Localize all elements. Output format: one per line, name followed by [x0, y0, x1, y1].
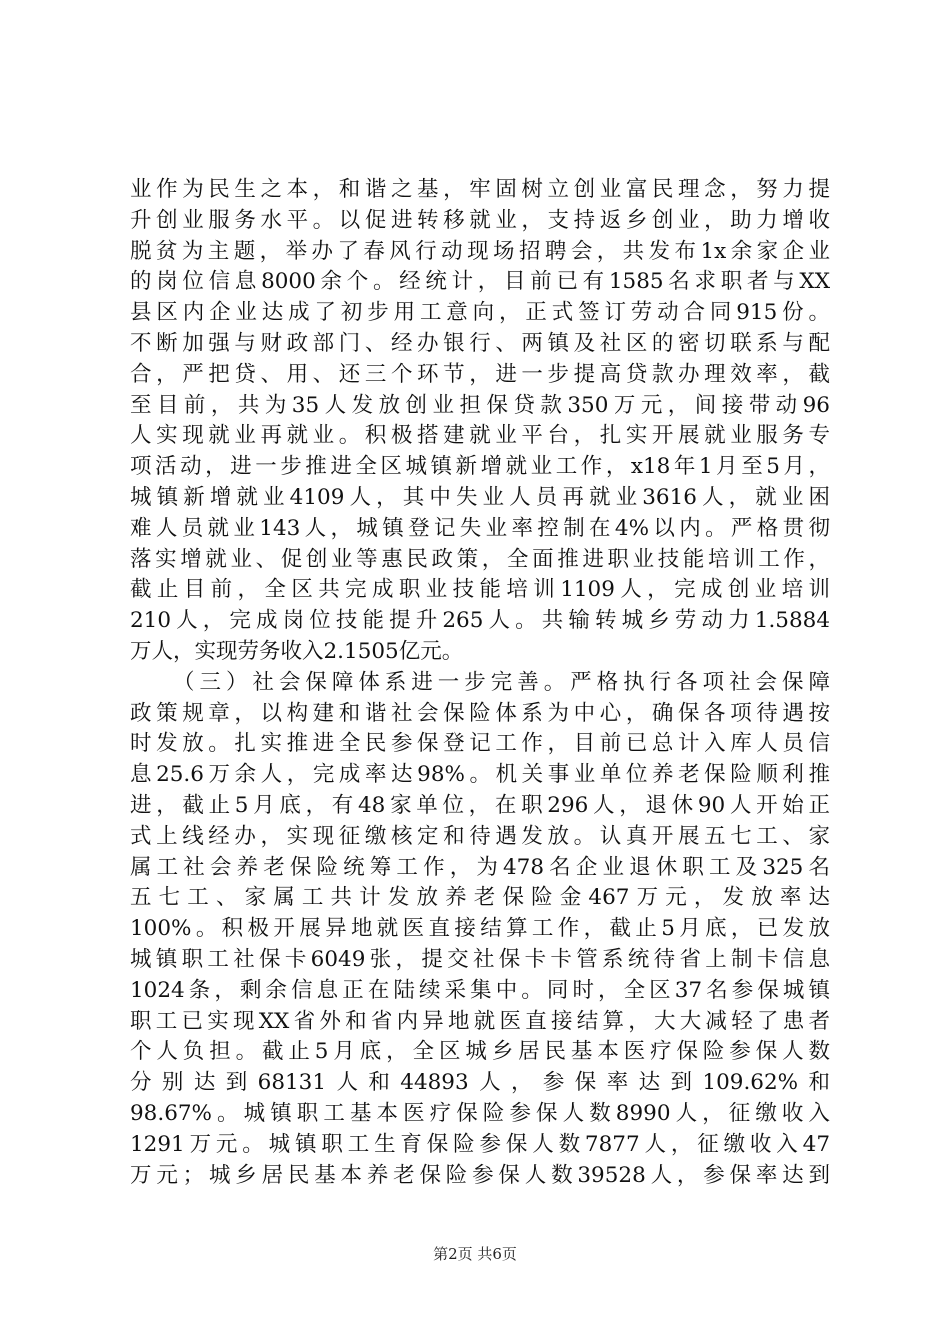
text-line: 息25.6万余人，完成率达98%。机关事业单位养老保险顺利推: [130, 762, 830, 788]
text-line: 万人，实现劳务收入2.1505亿元。: [130, 638, 464, 664]
text-line: 人实现就业再就业。积极搭建就业平台，扎实开展就业服务专: [130, 423, 830, 449]
text-line: 城镇新增就业4109人，其中失业人员再就业3616人，就业困: [130, 484, 830, 510]
text-line: 城镇职工社保卡6049张，提交社保卡卡管系统待省上制卡信息: [130, 946, 830, 972]
body-text: [130, 175, 830, 1191]
text-line: 1024条，剩余信息正在陆续采集中。同时，全区37名参保城镇: [130, 977, 830, 1003]
text-line: 属工社会养老保险统筹工作，为478名企业退休职工及325名: [130, 854, 830, 880]
text-line: 截止目前，全区共完成职业技能培训1109人，完成创业培训: [130, 577, 830, 603]
page-number-footer: 第2页 共6页: [433, 1245, 517, 1263]
text-line: 式上线经办，实现征缴核定和待遇发放。认真开展五七工、家: [130, 823, 830, 849]
text-line: 项活动，进一步推进全区城镇新增就业工作，x18年1月至5月，: [130, 454, 830, 480]
text-line: 五七工、家属工共计发放养老保险金467万元，发放率达: [130, 885, 830, 911]
text-line: 的岗位信息8000余个。经统计，目前已有1585名求职者与XX: [130, 269, 830, 295]
text-line: 个人负担。截止5月底，全区城乡居民基本医疗保险参保人数: [130, 1039, 830, 1065]
text-line: 98.67%。城镇职工基本医疗保险参保人数8990人，征缴收入: [130, 1100, 830, 1126]
text-line: 业作为民生之本，和谐之基，牢固树立创业富民理念，努力提: [130, 177, 830, 202]
text-line: 不断加强与财政部门、经办银行、两镇及社区的密切联系与配: [130, 330, 830, 356]
text-line: 分别达到68131人和44893人，参保率达到109.62%和: [130, 1070, 830, 1096]
text-line: 进，截止5月底，有48家单位，在职296人，退休90人开始正: [130, 792, 830, 818]
text-line: 难人员就业143人，城镇登记失业率控制在4%以内。严格贯彻: [130, 515, 830, 541]
text-line: 政策规章，以构建和谐社会保险体系为中心，确保各项待遇按: [130, 700, 830, 726]
text-line: 脱贫为主题，举办了春风行动现场招聘会，共发布1x余家企业: [130, 238, 830, 264]
text-line: 县区内企业达成了初步用工意向，正式签订劳动合同915份。: [130, 300, 830, 326]
text-line: 210人，完成岗位技能提升265人。共输转城乡劳动力1.5884: [130, 608, 830, 634]
text-line: 时发放。扎实推进全民参保登记工作，目前已总计入库人员信: [130, 731, 830, 757]
text-line: 职工已实现XX省外和省内异地就医直接结算，大大减轻了患者: [130, 1008, 830, 1034]
text-line: 至目前，共为35人发放创业担保贷款350万元，间接带动96: [130, 392, 830, 418]
text-line: 合，严把贷、用、还三个环节，进一步提高贷款办理效率，截: [130, 361, 830, 387]
text-line: 升创业服务水平。以促进转移就业，支持返乡创业，助力增收: [130, 207, 830, 233]
section-heading-line: （三）社会保障体系进一步完善。严格执行各项社会保障: [173, 669, 830, 695]
text-line: 万元；城乡居民基本养老保险参保人数39528人，参保率达到: [130, 1162, 830, 1188]
text-line: 100%。积极开展异地就医直接结算工作，截止5月底，已发放: [130, 916, 830, 942]
text-line: 落实增就业、促创业等惠民政策，全面推进职业技能培训工作，: [130, 546, 830, 572]
text-line: 1291万元。城镇职工生育保险参保人数7877人，征缴收入47: [130, 1131, 830, 1157]
